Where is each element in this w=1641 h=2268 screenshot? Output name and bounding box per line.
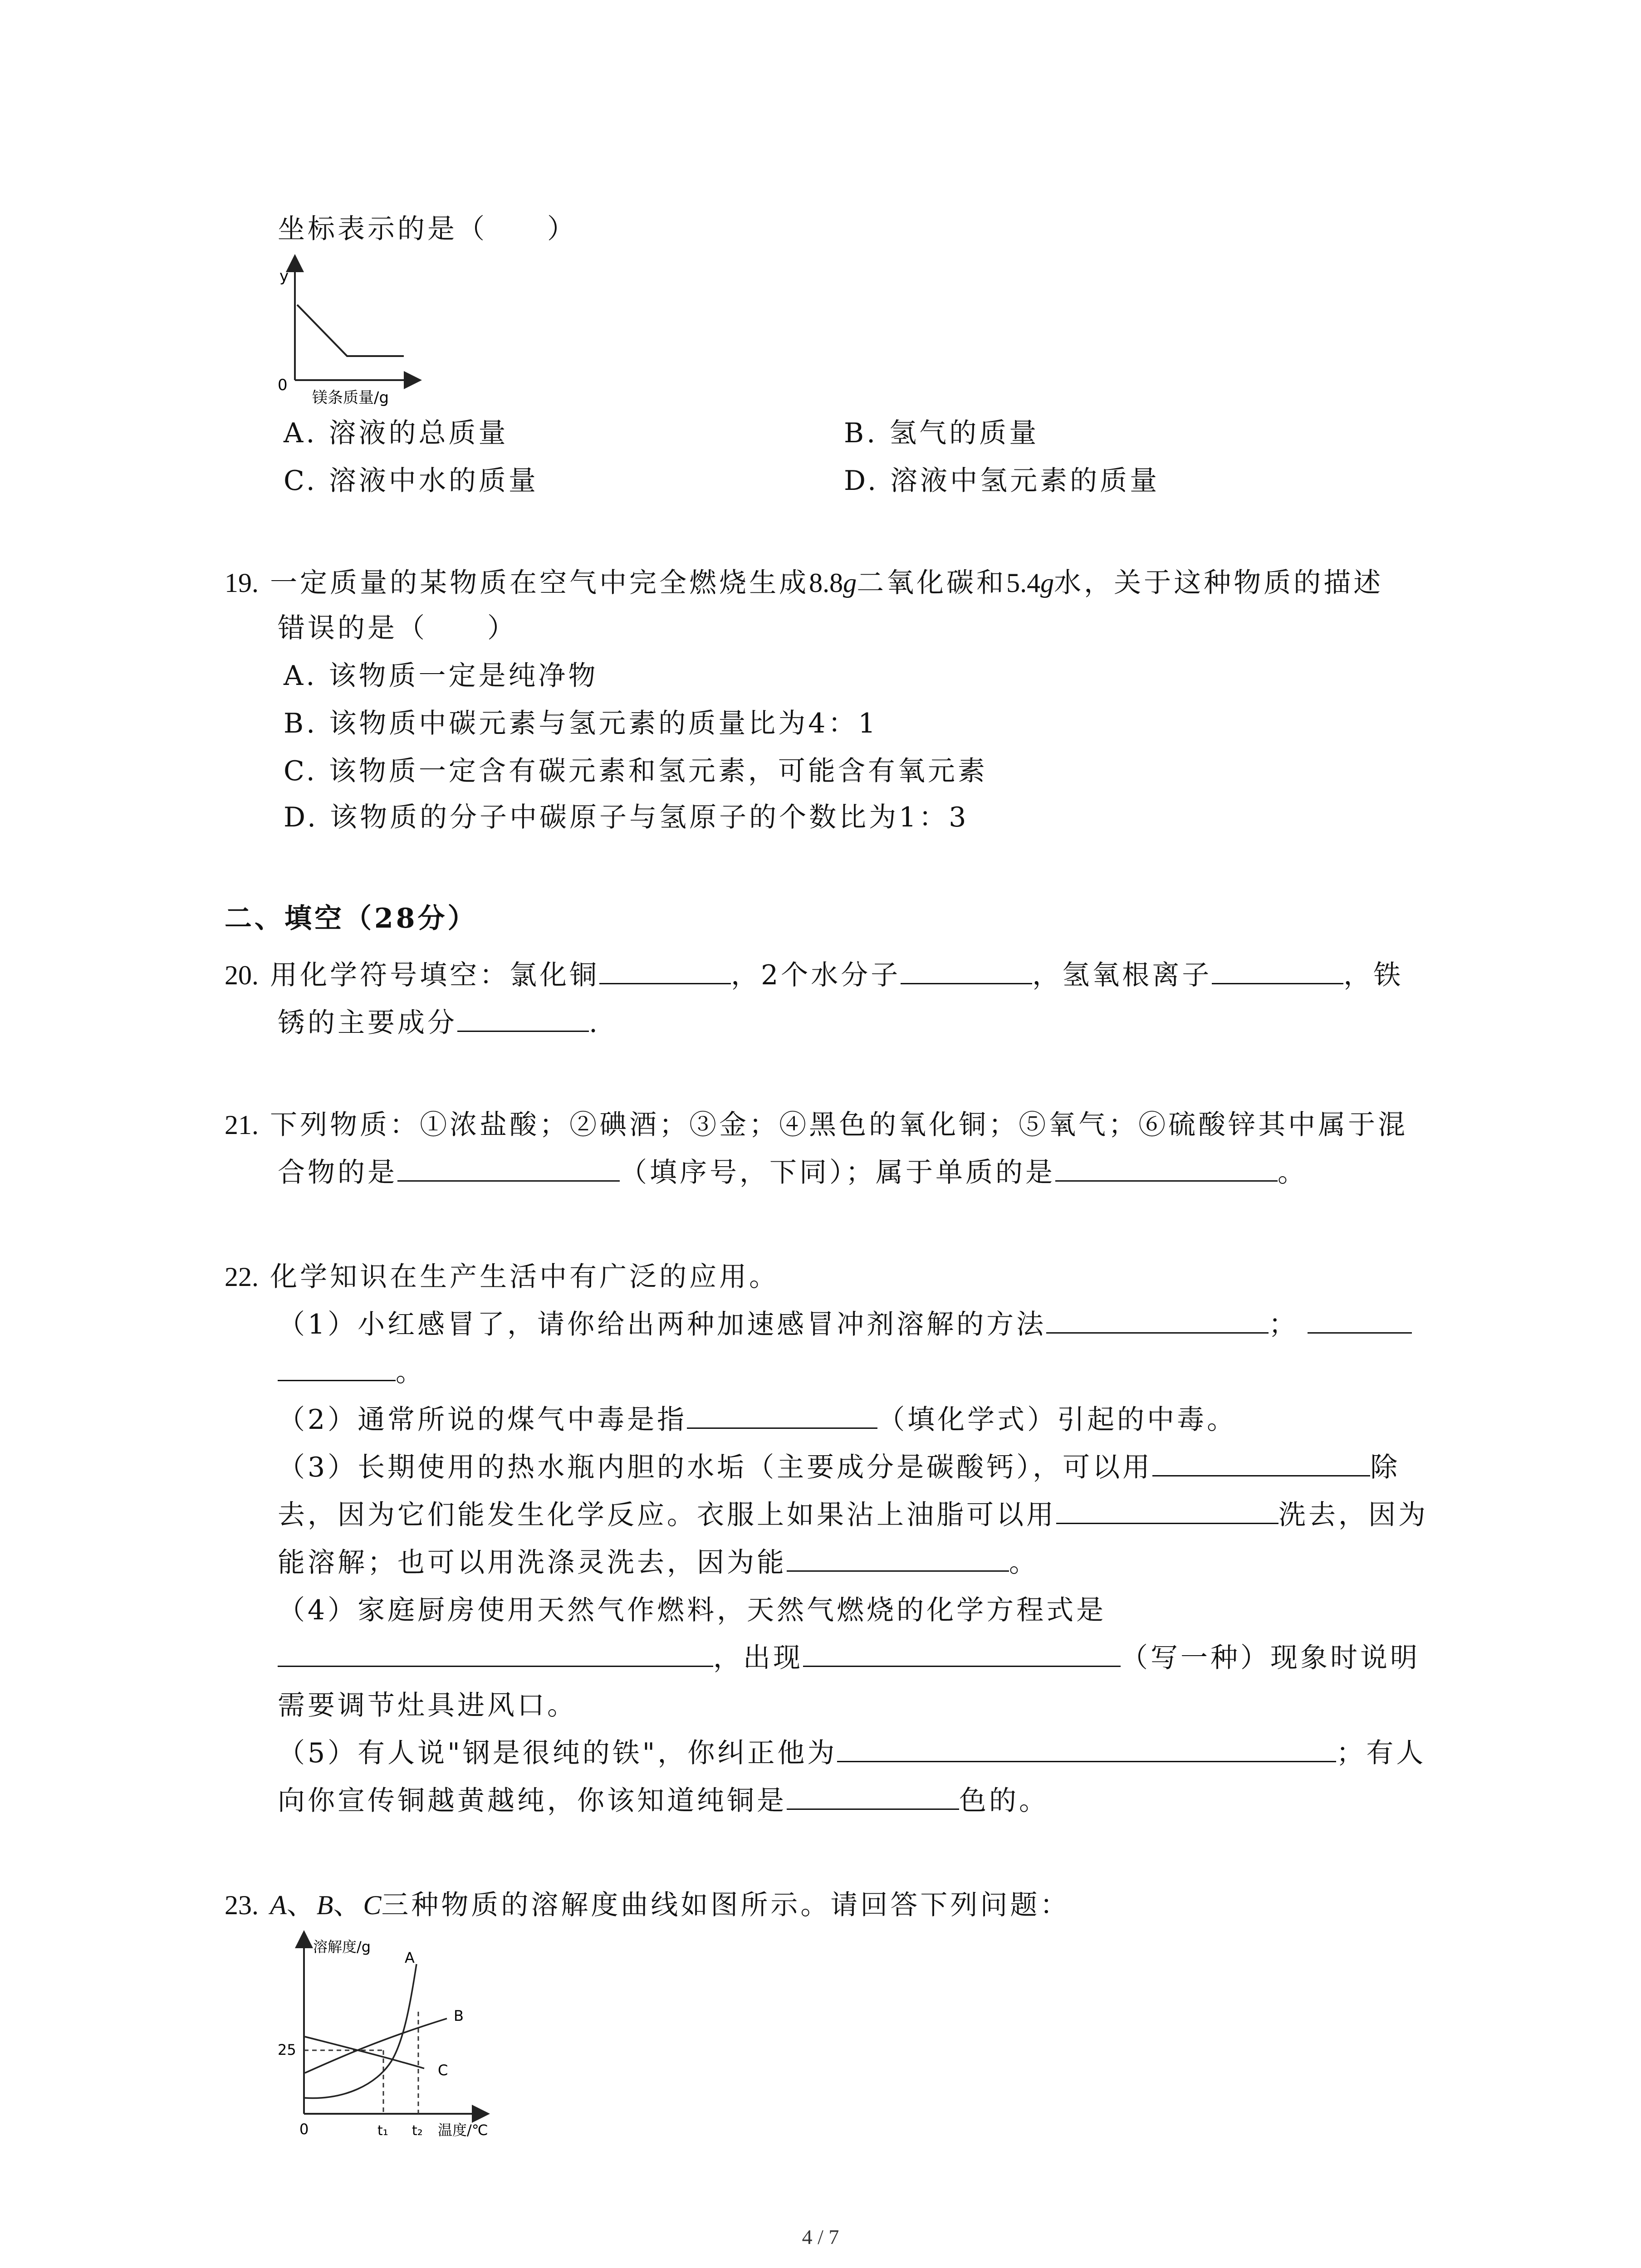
q22-s3-line1: （3）长期使用的热水瓶内胆的水垢（主要成分是碳酸钙），可以用 除 <box>278 1449 1400 1486</box>
q19-option-d: D. 该物质的分子中碳原子与氢原子的个数比为1：3 <box>284 802 969 833</box>
answer-blank[interactable] <box>787 1783 959 1810</box>
q22-s2: （2）通常所说的煤气中毒是指 （填化学式）引起的中毒。 <box>278 1402 1237 1438</box>
q18-stem-tail: 坐标表示的是（ ） <box>278 213 577 245</box>
q19-option-a: A. 该物质一定是纯净物 <box>284 660 598 692</box>
q19-option-b: B. 该物质中碳元素与氢元素的质量比为4：1 <box>284 708 878 739</box>
answer-blank[interactable] <box>457 1005 589 1032</box>
answer-blank[interactable] <box>901 958 1032 984</box>
answer-blank[interactable] <box>687 1402 877 1429</box>
q18-origin: 0 <box>278 376 288 394</box>
q18-option-b: B. 氢气的质量 <box>844 417 1039 449</box>
q22-s1-line2: 。 <box>278 1354 426 1390</box>
page-number: 4 / 7 <box>802 2225 839 2248</box>
q23-y-tick: 25 <box>278 2041 296 2058</box>
answer-blank[interactable] <box>278 1640 713 1667</box>
q23-y-label: 溶解度/g <box>313 1938 371 1955</box>
q23-stem: 23. A、B、C三种物质的溶解度曲线如图所示。请回答下列问题： <box>225 1889 1070 1921</box>
answer-blank[interactable] <box>787 1545 1009 1572</box>
q23-t2-label: t₂ <box>412 2123 423 2139</box>
section-title: 二、填空（28分） <box>225 903 478 934</box>
q18-option-a: A. 溶液的总质量 <box>284 417 509 449</box>
q23-x-label: 温度/℃ <box>438 2121 488 2139</box>
answer-blank[interactable] <box>1056 1497 1279 1524</box>
q23-curve-a-label: A <box>405 1949 415 1966</box>
q21-line1: 21. 下列物质：①浓盐酸；②碘酒；③金；④黑色的氧化铜；⑤氧气；⑥硫酸锌其中属于混 <box>225 1109 1408 1141</box>
q19-line1: 19. 一定质量的某物质在空气中完全燃烧生成8.8g二氧化碳和5.4g水，关于这种物质的描述 <box>225 567 1384 599</box>
q22-s4-line3: 需要调节灶具进风口。 <box>278 1690 577 1721</box>
q22-s3-line2: 去，因为它们能发生化学反应。衣服上如果沾上油脂可以用 洗去，因为 <box>278 1497 1428 1533</box>
answer-blank[interactable] <box>803 1640 1121 1667</box>
q22-s1-line1: （1）小红感冒了，请你给出两种加速感冒冲剂溶解的方法 ； <box>278 1306 1412 1343</box>
q23-solubility-graph <box>272 1930 526 2143</box>
q18-y-label: y <box>279 267 289 285</box>
q23-origin: 0 <box>299 2121 309 2138</box>
answer-blank[interactable] <box>397 1155 620 1182</box>
q23-curve-c <box>305 2037 424 2068</box>
q19-option-c: C. 该物质一定含有碳元素和氢元素，可能含有氧元素 <box>284 755 988 787</box>
q21-line2: 合物的是 （填序号，下同）；属于单质的是 。 <box>278 1154 1308 1191</box>
q22-s5-line1: （5）有人说"钢是很纯的铁"，你纠正他为 ；有人 <box>278 1735 1426 1771</box>
q23-curve-b <box>305 2019 447 2073</box>
q19-number: 19. <box>225 568 259 598</box>
q23-curve-b-label: B <box>454 2007 464 2024</box>
q22-s3-line3: 能溶解；也可以用洗涤灵洗去，因为能 。 <box>278 1545 1039 1581</box>
answer-blank[interactable] <box>1308 1307 1412 1334</box>
q19-line2: 错误的是（ ） <box>278 612 517 644</box>
q23-curve-a <box>305 1964 416 2098</box>
q22-s5-line2: 向你宣传铜越黄越纯，你该知道纯铜是 色的。 <box>278 1783 1049 1819</box>
answer-blank[interactable] <box>1212 958 1343 984</box>
q18-option-d: D. 溶液中氢元素的质量 <box>844 465 1160 497</box>
q18-option-c: C. 溶液中水的质量 <box>284 465 539 497</box>
answer-blank[interactable] <box>1046 1307 1269 1334</box>
answer-blank[interactable] <box>837 1735 1336 1762</box>
q22-stem: 22. 化学知识在生产生活中有广泛的应用。 <box>225 1261 779 1293</box>
answer-blank[interactable] <box>1055 1155 1278 1182</box>
q18-x-label: 镁条质量/g <box>312 389 389 407</box>
q22-s4-line2: ，出现 （写一种）现象时说明 <box>278 1640 1420 1676</box>
answer-blank[interactable] <box>1152 1450 1370 1476</box>
answer-blank[interactable] <box>278 1354 396 1381</box>
answer-blank[interactable] <box>599 958 731 984</box>
q20-line2: 锈的主要成分 . <box>278 1005 600 1041</box>
q23-t1-label: t₁ <box>377 2123 388 2139</box>
q20-line1: 20. 用化学符号填空：氯化铜 ，2个水分子 ，氢氧根离子 ，铁 <box>225 957 1403 993</box>
q23-curve-c-label: C <box>438 2062 448 2079</box>
q22-s4-line1: （4）家庭厨房使用天然气作燃料，天然气燃烧的化学方程式是 <box>278 1594 1107 1626</box>
q18-curve <box>297 305 404 356</box>
q18-graph <box>268 254 422 413</box>
